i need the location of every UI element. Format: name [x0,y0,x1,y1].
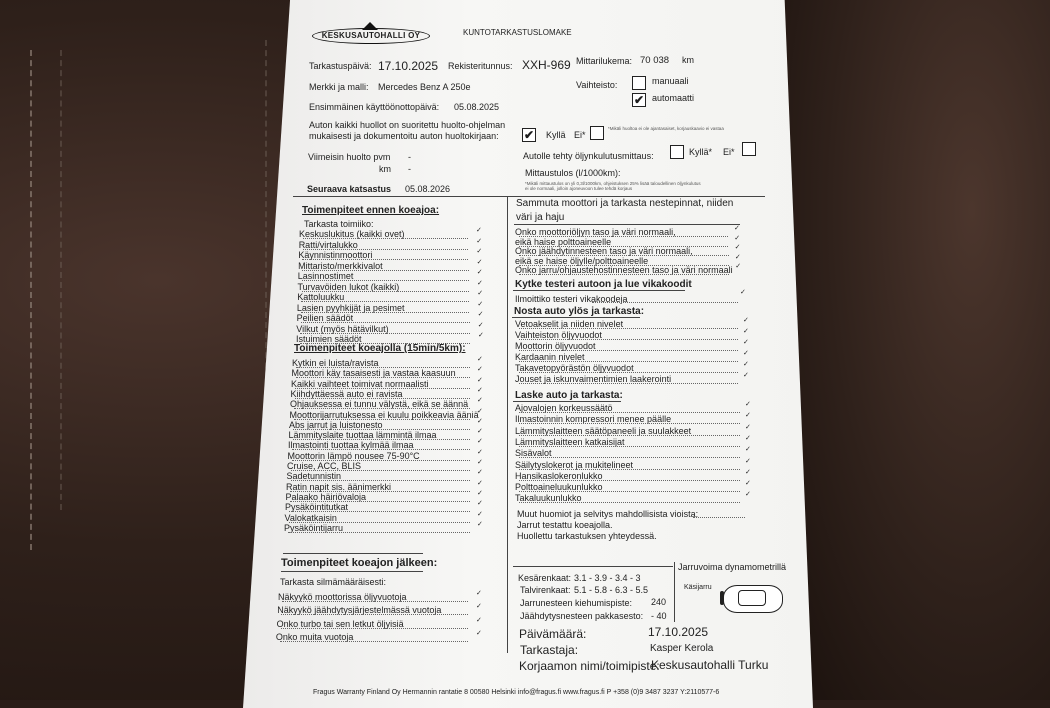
section-divider [283,553,423,554]
leader-dots [519,350,738,351]
list-item: Säilytyslokerot ja mukitelineet [515,459,634,470]
visual-check-label: Tarkasta silmämääräisesti: [280,577,387,587]
list-item: Ohjauksessa ei tunnu välystä, eikä se äännä [290,399,469,410]
list-item: Vaihteiston öljyvuodot [515,330,602,340]
leader-dots [280,641,468,642]
section-before-test-drive: Toimenpiteet ennen koeajoa: [302,205,440,216]
list-item: Käynnistinmoottori [298,250,373,260]
check-tick-icon: ✓ [476,237,483,245]
shop-name: Keskusautohalli Turku [651,658,769,672]
list-item: Palaako häiriövaloja [285,491,367,502]
check-tick-icon: ✓ [734,253,741,261]
odometer-unit: km [682,55,694,65]
check-tick-icon: ✓ [743,328,749,335]
list-item: Ratin napit sis. äänimerkki [286,481,392,492]
list-item: Peilien säädöt [296,313,354,323]
brake-fluid-value: 240 [651,597,667,607]
oil-fine-print-2: ei ole normaali, jolloin ajoneuvoon tulee tehdä korjaus [525,186,633,191]
check-tick-icon: ✓ [477,438,483,446]
leader-dots [519,469,740,470]
check-tick-icon: ✓ [734,244,741,251]
other-notes-dots [693,517,745,518]
list-item: Polttoaineluukunlukko [515,482,603,493]
lift-heading: Nosta auto ylös ja tarkasta: [514,306,645,317]
list-item: Näkyykö moottorissa öljyvuotoja [278,592,407,602]
inspection-date: 17.10.2025 [378,59,439,73]
leader-dots [519,435,740,436]
list-item: Vilkut (myös hätävilkut) [296,323,389,334]
inspection-date-label: Tarkastuspäivä: [309,61,372,71]
check-tick-icon: ✓ [743,350,749,357]
seat-stitching [30,50,34,550]
list-item: Sadetunnistin [286,471,342,482]
oil-yes-label: Kyllä* [689,147,713,157]
list-item: Lämmityslaite tuottaa lämmintä ilmaa [288,430,437,441]
check-tick-icon: ✓ [745,434,751,442]
make-label: Merkki ja malli: [309,82,369,92]
leader-dots [519,372,738,373]
check-tick-icon: ✓ [477,428,483,436]
list-item: Lämmityslaitteen säätöpaneeli ja suulakkeet [515,425,692,436]
list-item: Onko moottoriöljyn taso ja väri normaali, [515,227,676,237]
list-item: Kytkin ei luista/ravista [292,358,379,368]
other-notes-label: Muut huomiot ja selvitys mahdollisista vioista: [517,509,699,519]
oil-no-label: Ei* [723,147,735,157]
check-tick-icon: ✓ [745,468,751,476]
service-fine-print: *Mikäli huoltoa ei ole ajantasaiset, korjauskaavio ei vastaa [608,126,724,131]
tester-dots [592,302,738,303]
automatic-label: automaatti [652,93,695,103]
brake-fluid-label: Jarrunesteen kiehumispiste: [520,598,633,608]
section-underline [281,571,423,572]
check-tick-icon: ✓ [477,290,484,297]
check-tick-icon: ✓ [477,448,483,456]
tester-question: Ilmoittiko testeri vikakoodeja [515,294,628,304]
logo-text: KESKUSAUTOHALLI OY [312,28,430,44]
list-item: Kardaanin nivelet [515,352,585,362]
manual-label: manuaali [652,76,689,86]
check-tick-icon: ✓ [477,520,483,528]
leader-dots [519,423,740,424]
tyres-divider [513,566,673,567]
service-yes-checkbox[interactable]: ✔ [523,128,535,142]
service-question-line1: Auton kaikki huollot on suoritettu huolto-ohjelman [309,120,506,130]
leader-dots [519,480,740,481]
list-item: Lasien pyyhkijät ja pesimet [296,302,405,313]
check-tick-icon: ✓ [743,339,749,346]
leader-dots [519,412,740,413]
leader-dots [519,491,740,492]
check-tick-icon: ✓ [477,500,483,508]
check-label: Tarkasta toimiiko: [304,219,374,229]
check-tick-icon: ✓ [477,311,484,318]
check-tick-icon: ✓ [477,376,483,384]
check-tick-icon: ✓ [745,457,751,465]
leader-dots [281,628,468,629]
list-item: Takavetopyörästön öljyvuodot [515,363,634,373]
check-tick-icon: ✓ [477,469,483,477]
list-item: Kaikki vaihteet toimivat normaalisti [291,378,429,389]
section-after-test-drive: Toimenpiteet koeajon jälkeen: [281,557,438,569]
check-tick-icon: ✓ [476,269,483,276]
coolant-label: Jäähdytysnesteen pakkasesto: [520,611,644,621]
header-divider [293,196,765,197]
summer-tyres-value: 3.1 - 3.9 - 3.4 - 3 [574,573,641,583]
next-inspection-date: 05.08.2026 [405,184,451,194]
check-tick-icon: ✓ [735,263,742,270]
footer-text: Fragus Warranty Finland Oy Hermannin rantatie 8 00580 Helsinki info@fragus.fi www.fragus.fi P +358 (0)9 3487 3237 Y:2110577-6 [313,689,720,696]
gearbox-label: Vaihteisto: [576,80,618,90]
oil-result-label: Mittaustulos (l/1000km): [525,168,621,178]
shop-label: Korjaamon nimi/toimipiste: [519,659,660,673]
check-tick-icon: ✓ [743,372,749,379]
leader-dots [519,328,738,329]
leader-dots [519,361,738,362]
seat-stitching [60,50,64,510]
list-item: Moottorijarrutuksessa ei kuulu poikkeavia ääniä [289,409,479,420]
check-tick-icon: ✓ [477,321,484,329]
leader-dots [282,601,468,602]
check-tick-icon: ✓ [478,332,484,339]
winter-tyres-label: Talvirenkaat: [520,585,571,595]
list-item: Istuimien säädöt [296,334,362,344]
check-tick-icon: ✓ [477,397,483,405]
check-tick-icon: ✓ [477,300,484,308]
check-tick-icon: ✓ [476,258,483,266]
tester-underline [513,290,685,291]
tester-heading: Kytke testeri autoon ja lue vikakoodit [515,279,692,290]
check-tick-icon: ✓ [734,225,740,232]
oil-yes-checkbox[interactable] [670,145,684,159]
check-tick-icon: ✓ [477,279,483,287]
list-item: Keskuslukitus (kaikki ovet) [299,229,405,239]
fluids-heading-line1: Sammuta moottori ja tarkasta nestepinnat, niiden [516,198,734,209]
check-tick-icon: ✓ [476,603,482,611]
list-item: Näkyykö jäähdytysjärjestelmässä vuotoja [277,605,442,616]
leader-dots [519,457,740,458]
check-tick-icon: ✓ [734,234,741,242]
check-tick-icon: ✓ [476,227,482,234]
check-tick-icon: ✓ [477,417,483,425]
brakes-tested-note: Jarrut testattu koeajolla. [517,520,613,530]
check-tick-icon: ✓ [476,616,482,624]
check-tick-icon: ✓ [745,412,751,420]
check-tick-icon: ✓ [745,423,751,431]
list-item: Hansikaslokeronlukko [515,470,603,481]
company-logo [312,22,430,44]
list-item: Moottorin lämpö nousee 75-90°C [287,450,420,461]
check-tick-icon: ✓ [476,248,483,255]
list-item: Pysäköintitutkat [285,502,349,513]
date-label: Päivämäärä: [519,627,587,641]
check-tick-icon: ✓ [745,480,751,488]
list-item: Ajovalojen korkeussäätö [515,403,613,413]
list-item: Onko jarru/ohjaustehostinnesteen taso ja väri normaali [515,265,733,275]
list-item: Valokatkaisin [284,512,337,523]
reg-number: XXH-969 [522,58,571,72]
first-reg-date: 05.08.2025 [454,102,500,112]
last-service-label: Viimeisin huolto pvm [308,152,391,162]
list-item: Onko turbo tai sen letkut öljyisiä [276,618,404,629]
check-tick-icon: ✓ [745,446,751,454]
list-item: Jouset ja iskunvaimentimien laakerointi [515,374,672,384]
check-tick-icon: ✓ [477,407,483,415]
leader-dots [519,339,738,340]
check-tick-icon: ✓ [477,356,483,363]
oil-no-checkbox[interactable] [742,142,756,156]
service-question-line2: mukaisesti ja dokumentoitu auton huoltokirjaan: [309,131,499,141]
lift-underline [512,317,640,318]
manual-checkbox[interactable] [632,76,646,90]
car-diagram-icon [723,585,783,613]
check-tick-icon: ✓ [743,361,749,368]
list-item: Ilmastoinnin kompressori menee päälle [515,414,672,425]
list-item: Ratti/virtalukko [298,239,358,250]
next-inspection-label: Seuraava katsastus [307,184,392,194]
list-item: Vetoakselit ja niiden nivelet [515,319,624,329]
odometer-label: Mittarilukema: [576,56,633,66]
check-tick-icon: ✓ [745,491,751,499]
leader-dots [519,383,738,384]
lower-heading: Laske auto ja tarkasta: [515,390,623,401]
list-item: Lämmityslaitteen katkaisijat [515,436,625,447]
leader-dots [519,446,740,447]
column-divider [507,197,508,653]
section-during-test-drive: Toimenpiteet koeajolla (15min/5km): [294,343,466,354]
leader-dots [519,502,740,503]
make-model: Mercedes Benz A 250e [378,82,471,92]
check-tick-icon: ✓ [477,489,483,497]
list-item: Kattoluukku [297,292,345,302]
list-item: eikä se haise öljylle/polttoaineelle [515,255,649,266]
winter-tyres-value: 5.1 - 5.8 - 6.3 - 5.5 [574,585,649,595]
check-tick-icon: ✓ [477,479,483,487]
lower-underline [513,401,621,402]
last-service-date: - [408,152,411,162]
fluids-heading-line2: väri ja haju [516,212,565,223]
coolant-value: - 40 [651,611,667,621]
last-service-km-label: km [379,164,391,174]
list-item: Pysäköintijarru [284,522,344,533]
tester-tick: ✓ [740,289,746,296]
oil-fine-print-1: *Mikäli mittaustulos on yli 0,3l/1000km, ohjeistuksen 25% lisää taloudellinen öljynkulutus [525,181,701,186]
dyno-divider [674,562,675,622]
inspector-label: Tarkastaja: [520,643,579,657]
list-item: Kiihdyttäessä auto ei ravista [290,388,403,399]
odometer-value: 70 038 [640,55,670,66]
list-item: Ilmastointi tuottaa kylmää ilmaa [288,440,414,451]
check-tick-icon: ✓ [476,590,482,597]
list-item: Moottori käy tasaisesti ja vastaa kaasuun [291,368,456,379]
list-item: Moottorin öljyvuodot [515,341,596,351]
list-item: Abs jarrut ja luistonesto [289,419,383,430]
service-no-label: Ei* [574,130,586,140]
service-no-checkbox[interactable] [590,126,604,140]
check-tick-icon: ✓ [477,510,483,518]
list-item: Mittaristo/merkkivalot [298,260,383,271]
summer-tyres-label: Kesärenkaat: [518,573,572,583]
list-item: Cruise, ACC, BLIS [287,461,362,471]
oil-test-label: Autolle tehty öljynkulutusmittaus: [523,151,654,161]
leader-dots [281,614,468,615]
leader-dots [288,532,470,533]
list-item: Takaluukunlukko [515,493,582,504]
list-item: eikä haise polttoaineelle [515,236,612,247]
list-item: Onko jäähdytinnesteen taso ja väri normaali, [515,246,693,256]
check-tick-icon: ✓ [477,459,483,466]
handbrake-label: Käsijarru [684,584,712,591]
check-tick-icon: ✓ [477,386,483,394]
serviced-note: Huollettu tarkastuksen yhteydessä. [517,531,657,541]
service-yes-label: Kyllä [546,130,566,140]
form-title: KUNTOTARKASTUSLOMAKE [463,28,572,37]
list-item: Turvavöiden lukot (kaikki) [297,281,400,292]
list-item: Lasinnostimet [297,271,354,281]
automatic-checkbox[interactable]: ✔ [633,93,645,107]
leader-dots [519,274,729,275]
last-service-km: - [408,164,411,174]
dyno-label: Jarruvoima dynamometrillä [678,562,787,572]
first-reg-label: Ensimmäinen käyttöönottopäivä: [309,102,440,112]
inspector-name: Kasper Kerola [650,643,714,654]
check-tick-icon: ✓ [745,401,751,408]
date-value: 17.10.2025 [648,625,709,639]
reg-label: Rekisteritunnus: [448,61,513,71]
check-tick-icon: ✓ [477,366,483,374]
check-tick-icon: ✓ [476,629,482,637]
fluids-heading-underline [514,224,740,225]
car-seat-right [790,0,1050,700]
list-item: Sisävalot [515,448,552,459]
check-tick-icon: ✓ [743,317,749,324]
list-item: Onko muita vuotoja [275,631,354,642]
